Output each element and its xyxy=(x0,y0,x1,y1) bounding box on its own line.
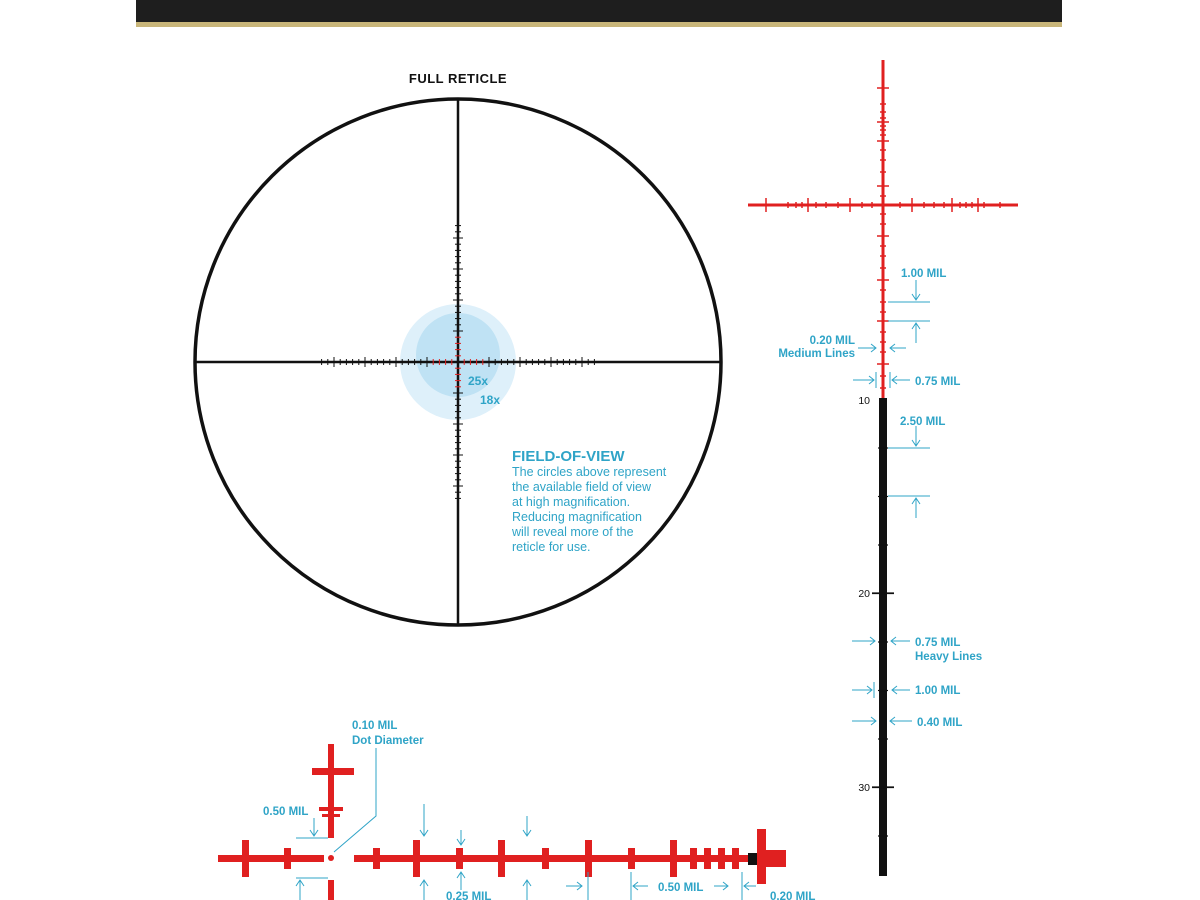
heavy-post xyxy=(879,398,887,876)
fov-text-line: The circles above represent xyxy=(512,465,667,479)
label-0-25-mil: 0.25 MIL xyxy=(446,891,492,900)
fov-caption xyxy=(511,448,667,554)
label-0-20-mil: 0.20 MIL xyxy=(809,335,855,347)
fov-text-line: will reveal more of the xyxy=(512,525,634,539)
fov-text-line: the available field of view xyxy=(512,480,651,494)
label-1-00-mil: 1.00 MIL xyxy=(915,685,961,697)
fov-text-line: at high magnification. xyxy=(512,495,631,509)
label-0-50-mil: 0.50 MIL xyxy=(658,882,704,894)
post-number-30: 30 xyxy=(858,782,870,794)
label-heavy-lines: Heavy Lines xyxy=(915,651,983,663)
left-horizontal-bar xyxy=(218,855,324,862)
label-1-mil: 1.00 MIL xyxy=(901,268,947,280)
label-0-75-mil: 0.75 MIL xyxy=(915,376,961,388)
label-dot-diameter: Dot Diameter xyxy=(352,735,424,747)
post-number-20: 20 xyxy=(858,588,870,600)
label-2-50-mil: 2.50 MIL xyxy=(900,416,946,428)
label-medium-lines: Medium Lines xyxy=(778,348,855,360)
fov-label-25x: 25x xyxy=(468,374,489,388)
post-number-10: 10 xyxy=(858,395,870,407)
label-0-40-mil: 0.40 MIL xyxy=(917,717,963,729)
vertical-reticle-detail xyxy=(748,60,1018,876)
fov-text-line: reticle for use. xyxy=(512,540,591,554)
fov-label-18x: 18x xyxy=(480,393,501,407)
center-vertical-tick xyxy=(312,768,354,775)
fov-text-line: Reducing magnification xyxy=(512,510,642,524)
horizontal-callouts xyxy=(296,748,756,900)
horizontal-callout-labels xyxy=(263,720,815,900)
label-0-20-mil: 0.20 MIL xyxy=(770,891,816,900)
center-vertical-bar xyxy=(328,744,334,838)
center-dot xyxy=(328,855,334,861)
horizontal-reticle-detail xyxy=(218,744,786,900)
fov-heading: FIELD-OF-VIEW xyxy=(512,448,625,465)
label-0-75-mil-heavy: 0.75 MIL xyxy=(915,637,961,649)
label-0-50-mil-left: 0.50 MIL xyxy=(263,806,309,818)
full-reticle-title: FULL RETICLE xyxy=(408,71,508,86)
label-0-10-mil: 0.10 MIL xyxy=(352,720,398,732)
